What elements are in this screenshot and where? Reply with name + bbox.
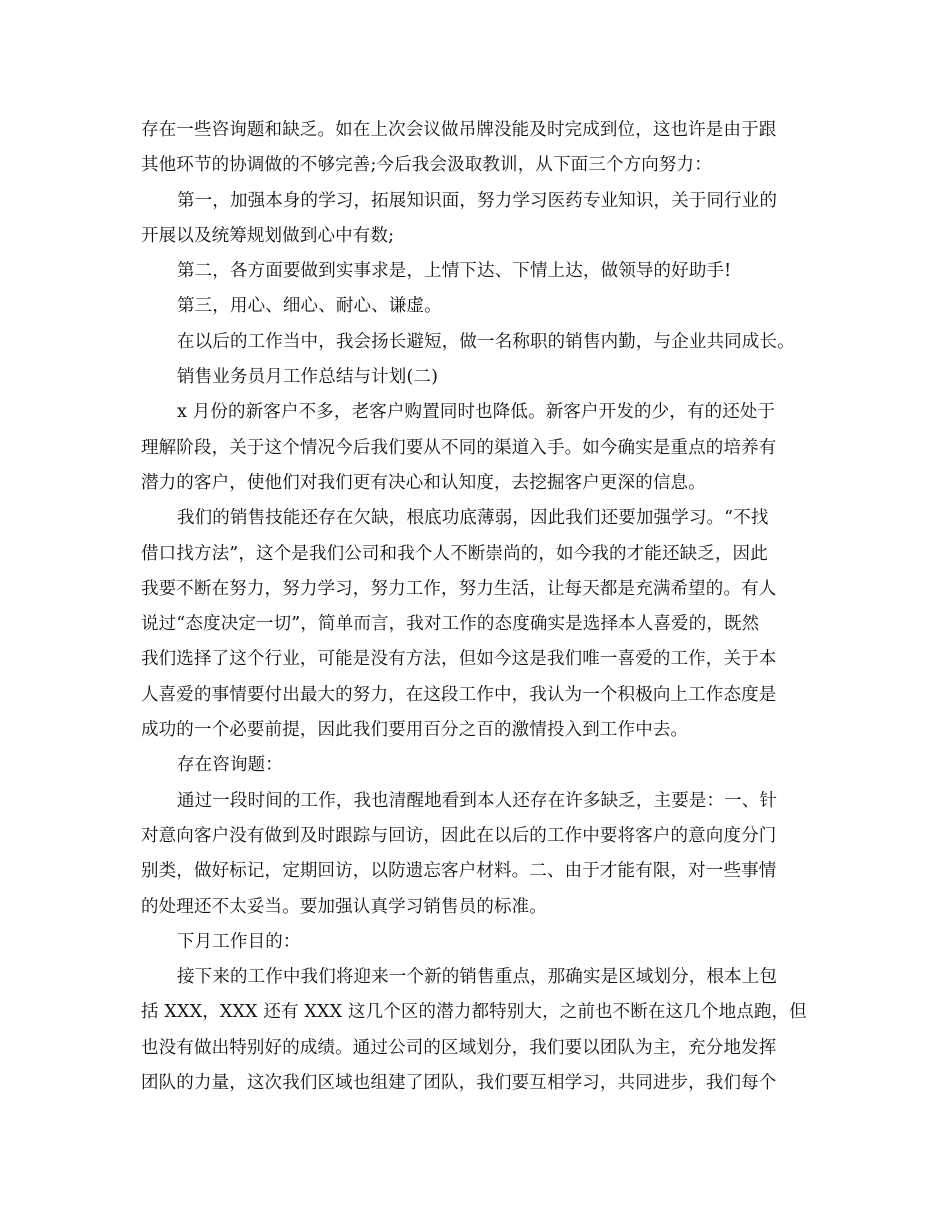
text-line: 存在咨询题： bbox=[177, 755, 283, 776]
text-line: 其他环节的协调做的不够完善;今后我会汲取教训，从下面三个方向努力： bbox=[141, 155, 712, 176]
text-line: 我们选择了这个行业，可能是没有方法，但如今这是我们唯一喜爱的工作，关于本 bbox=[141, 649, 777, 670]
text-line: 对意向客户没有做到及时跟踪与回访，因此在以后的工作中要将客户的意向度分门 bbox=[141, 825, 777, 846]
text-line: 说过“态度决定一切”，简单而言，我对工作的态度确实是选择本人喜爱的，既然 bbox=[141, 614, 760, 635]
text-line: 的处理还不太妥当。要加强认真学习销售员的标准。 bbox=[141, 896, 547, 917]
text-line: 成功的一个必要前提，因此我们要用百分之百的激情投入到工作中去。 bbox=[141, 720, 689, 741]
text-line: 存在一些咨询题和缺乏。如在上次会议做吊牌没能及时完成到位，这也许是由于跟 bbox=[141, 120, 777, 140]
text-line: 理解阶段，关于这个情况今后我们要从不同的渠道入手。如今确实是重点的培养有 bbox=[141, 437, 777, 458]
text-line: 第二，各方面要做到实事求是，上情下达、下情上达，做领导的好助手! bbox=[177, 261, 732, 282]
text-line: 潜力的客户，使他们对我们更有决心和认知度，去挖掘客户更深的信息。 bbox=[141, 472, 706, 493]
text-line: 借口找方法”，这个是我们公司和我个人不断崇尚的，如今我的才能还缺乏，因此 bbox=[141, 543, 768, 564]
text-line: 销售业务员月工作总结与计划(二) bbox=[177, 367, 439, 388]
text-line: 开展以及统筹规划做到心中有数; bbox=[141, 225, 395, 246]
text-line: 也没有做出特别好的成绩。通过公司的区域划分，我们要以团队为主，充分地发挥 bbox=[141, 1037, 777, 1058]
text-line: 接下来的工作中我们将迎来一个新的销售重点，那确实是区域划分，根本上包 bbox=[177, 967, 778, 988]
text-line: 通过一段时间的工作，我也清醒地看到本人还存在许多缺乏，主要是：一、针 bbox=[177, 790, 778, 811]
text-line: 在以后的工作当中，我会扬长避短，做一名称职的销售内勤，与企业共同成长。 bbox=[177, 331, 795, 352]
text-line: 我要不断在努力，努力学习，努力工作，努力生活，让每天都是充满希望的。有人 bbox=[141, 578, 777, 599]
text-line: 下月工作目的： bbox=[177, 931, 301, 952]
text-line: 人喜爱的事情要付出最大的努力，在这段工作中，我认为一个积极向上工作态度是 bbox=[141, 684, 777, 705]
text-line: 第三，用心、细心、耐心、谦虚。 bbox=[177, 296, 442, 317]
text-line: 别类，做好标记，定期回访，以防遗忘客户材料。二、由于才能有限，对一些事情 bbox=[141, 861, 777, 882]
text-line: x 月份的新客户不多，老客户购置同时也降低。新客户开发的少，有的还处于 bbox=[177, 402, 776, 423]
text-line: 我们的销售技能还存在欠缺，根底功底薄弱，因此我们还要加强学习。“不找 bbox=[177, 508, 769, 529]
text-line: 括 XXX，XXX 还有 XXX 这几个区的潜力都特别大，之前也不断在这几个地点跑，但 bbox=[141, 1002, 807, 1023]
text-line: 第一，加强本身的学习，拓展知识面，努力学习医药专业知识，关于同行业的 bbox=[177, 190, 778, 211]
document-body bbox=[141, 113, 823, 1101]
text-line: 团队的力量，这次我们区域也组建了团队，我们要互相学习，共同进步，我们每个 bbox=[141, 1073, 777, 1094]
